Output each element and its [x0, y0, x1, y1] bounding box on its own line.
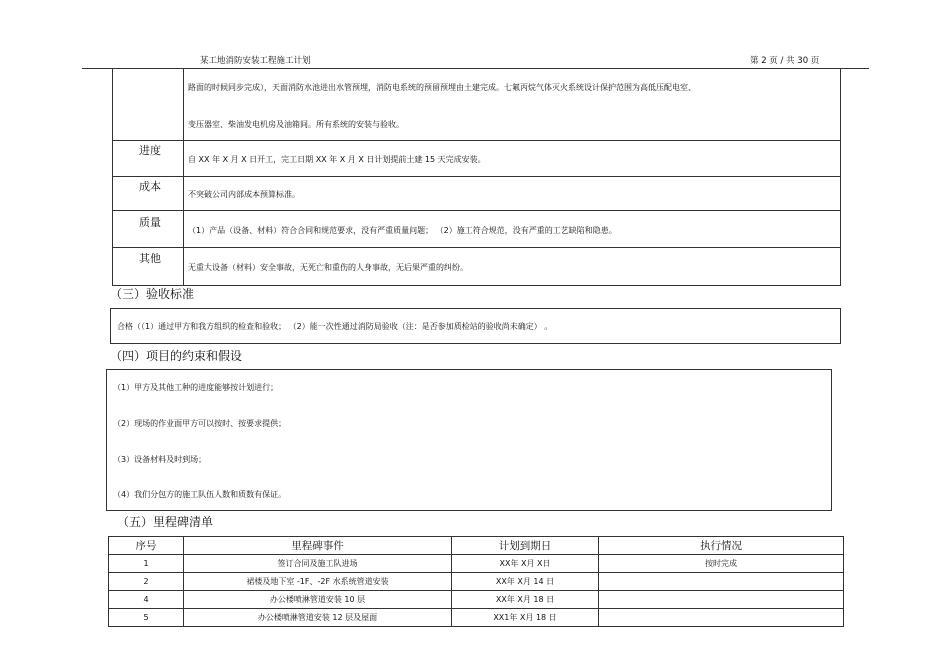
cell-status: [599, 609, 844, 627]
cell-due-date: XX年 X月 18 日: [452, 591, 599, 609]
cell-event: 签订合同及施工队进场: [184, 555, 452, 573]
cell-status: 按时完成: [599, 555, 844, 573]
cell-event: 办公楼喷淋管道安装 10 层: [184, 591, 452, 609]
row-divider: [112, 140, 841, 141]
constraint-item: （3）设备材料及时到场；: [113, 455, 207, 464]
constraint-item: （1）甲方及其他工种的进度能够按计划进行；: [113, 383, 279, 392]
constraint-item: （4）我们分包方的施工队伍人数和质数有保证。: [113, 490, 287, 499]
column-header-status: 执行情况: [599, 537, 844, 555]
progress-label: 进度: [139, 144, 161, 157]
cell-status: [599, 573, 844, 591]
column-header-event: 里程碑事件: [184, 537, 452, 555]
cost-label: 成本: [139, 180, 161, 193]
row-divider: [112, 210, 841, 211]
acceptance-heading: （三）验收标准: [110, 287, 195, 301]
table-column-divider: [183, 68, 184, 286]
cell-index: 5: [109, 609, 184, 627]
milestones-heading: （五）里程碑清单: [117, 515, 214, 529]
quality-text: （1）产品（设备、材料）符合合同和规范要求，没有严重质量问题； （2）施工符合规范，没有严重的工艺缺陷和隐患。: [188, 226, 617, 235]
cell-due-date: XX1年 X月 18 日: [452, 609, 599, 627]
other-text: 无重大设备（材料）安全事故，无死亡和重伤的人身事故，无后果严重的纠纷。: [188, 263, 468, 272]
table-row: [109, 555, 844, 573]
scope-text-line: 变压器室、柴油发电机房及油箱间。所有系统的安装与验收。: [188, 120, 404, 129]
cell-index: 2: [109, 573, 184, 591]
table-border-right: [840, 68, 841, 286]
row-divider: [112, 247, 841, 248]
constraints-box: [106, 369, 832, 511]
column-header-index: 序号: [109, 537, 184, 555]
other-label: 其他: [139, 252, 161, 265]
progress-text: 自 XX 年 X 月 X 日开工，完工日期 XX 年 X 月 X 日计划提前土建 15 天完成安装。: [188, 155, 486, 164]
milestone-table: [108, 536, 844, 627]
cell-due-date: XX年 X月 14 日: [452, 573, 599, 591]
cost-text: 不突破公司内部成本预算标准。: [188, 190, 300, 199]
page-indicator: 第 2 页 / 共 30 页: [750, 56, 820, 66]
scope-text-line: 路面的时候同步完成），天面消防水池进出水管预埋，消防电系统的预留预埋由土建完成。七氟丙烷气体灭火系统设计保护范围为高低压配电室、: [188, 83, 696, 92]
table-border-left: [112, 68, 113, 286]
cell-due-date: XX年 X月 X日: [452, 555, 599, 573]
quality-label: 质量: [139, 216, 161, 229]
row-divider: [112, 176, 841, 177]
table-border-bottom: [112, 285, 841, 286]
constraint-item: （2）现场的作业面甲方可以按时、按要求提供；: [113, 419, 287, 428]
cell-event: 裙楼及地下室 -1F、-2F 水系统管道安装: [184, 573, 452, 591]
column-header-due-date: 计划到期日: [452, 537, 599, 555]
milestone-header-row: [109, 537, 844, 555]
cell-index: 1: [109, 555, 184, 573]
acceptance-box: [110, 308, 841, 344]
constraints-heading: （四）项目的约束和假设: [110, 349, 243, 363]
table-row: [109, 609, 844, 627]
cell-event: 办公楼喷淋管道安装 12 层及屋面: [184, 609, 452, 627]
cell-status: [599, 591, 844, 609]
cell-index: 4: [109, 591, 184, 609]
header-rule: [82, 68, 869, 69]
table-row: [109, 591, 844, 609]
table-row: [109, 573, 844, 591]
acceptance-text: 合格（（1）通过甲方和我方组织的检查和验收； （2）能一次性通过消防局验收（注：是否参加质检站的验收尚未确定） 。: [117, 322, 553, 331]
document-title: 某工地消防安装工程施工计划: [200, 56, 311, 66]
